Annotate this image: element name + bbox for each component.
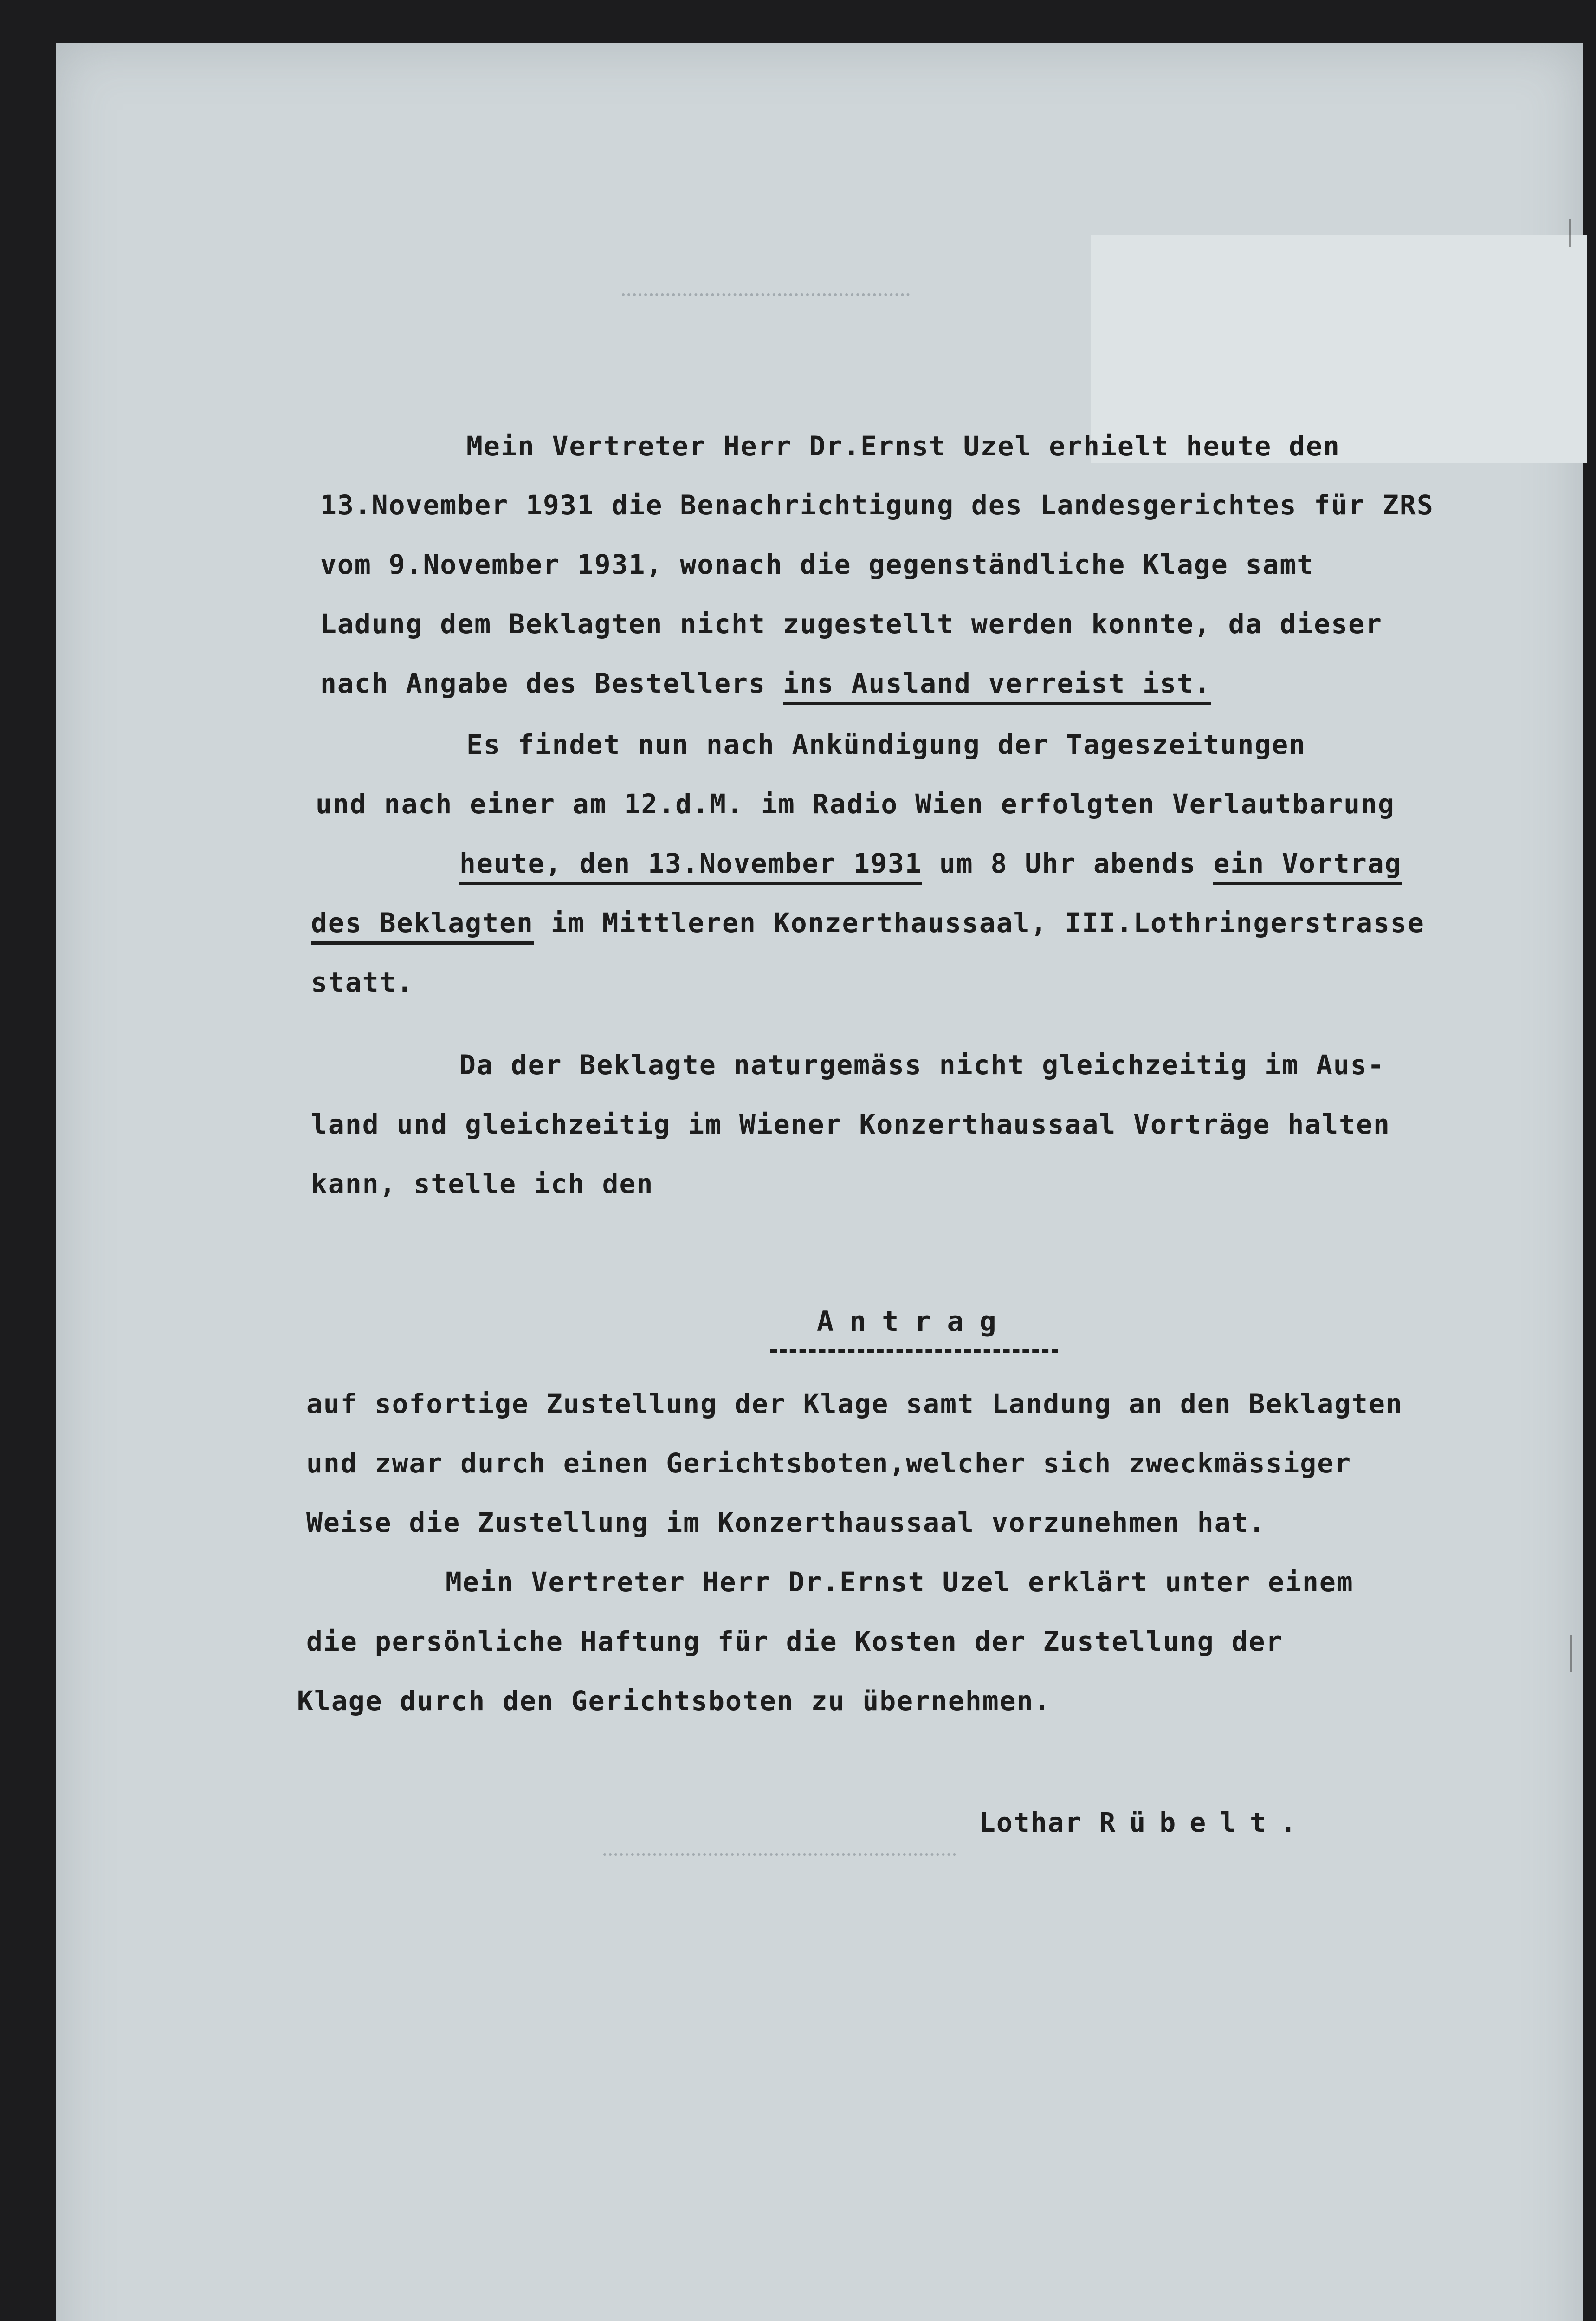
text-run: um 8 Uhr abends: [922, 848, 1214, 879]
text-run: im Mittleren Konzerthaussaal, III.Lothringerstrasse: [533, 907, 1425, 939]
text-line: vom 9.November 1931, wonach die gegenständliche Klage samt: [320, 549, 1314, 580]
text-line: kann, stelle ich den: [311, 1168, 654, 1199]
signature-last: Rübelt.: [1099, 1807, 1310, 1838]
underlined-phrase: heute, den 13.November 1931: [459, 848, 922, 885]
heading-antrag: Antrag: [817, 1305, 1012, 1338]
text-line: land und gleichzeitig im Wiener Konzerthaussaal Vorträge halten: [311, 1109, 1390, 1140]
signature-first: Lothar: [979, 1807, 1082, 1838]
text-line: Mein Vertreter Herr Dr.Ernst Uzel erklärt unter einem: [446, 1566, 1354, 1598]
underlined-phrase: ein Vortrag: [1213, 848, 1402, 885]
heading-rule: [770, 1349, 1058, 1353]
paper-patch: [1091, 235, 1587, 463]
edge-mark: [1569, 219, 1571, 247]
text-line: Weise die Zustellung im Konzerthaussaal vorzunehmen hat.: [306, 1507, 1266, 1538]
text-line: auf sofortige Zustellung der Klage samt Landung an den Beklagten: [306, 1388, 1403, 1420]
text-run: nach Angabe des Bestellers: [320, 668, 783, 699]
text-line: Mein Vertreter Herr Dr.Ernst Uzel erhielt heute den: [466, 430, 1340, 462]
show-through-rule-2: [603, 1853, 956, 1856]
text-line: [320, 668, 1211, 699]
text-line: 13.November 1931 die Benachrichtigung des Landesgerichtes für ZRS: [320, 489, 1434, 521]
show-through-rule: [622, 293, 910, 296]
edge-mark: [1570, 1635, 1572, 1672]
text-line: statt.: [311, 966, 414, 998]
text-line: Es findet nun nach Ankündigung der Tageszeitungen: [466, 729, 1306, 760]
text-line: [459, 848, 1402, 879]
text-line: und nach einer am 12.d.M. im Radio Wien erfolgten Verlautbarung: [316, 788, 1395, 820]
underlined-phrase: des Beklagten: [311, 907, 534, 945]
text-line: Da der Beklagte naturgemäss nicht gleichzeitig im Aus-: [459, 1049, 1385, 1081]
text-line: und zwar durch einen Gerichtsboten,welcher sich zweckmässiger: [306, 1447, 1352, 1479]
text-line: [311, 907, 1425, 939]
text-line: Ladung dem Beklagten nicht zugestellt werden konnte, da dieser: [320, 608, 1383, 640]
document-page: [56, 43, 1583, 2321]
text-line: die persönliche Haftung für die Kosten der Zustellung der: [306, 1626, 1283, 1657]
underlined-phrase: ins Ausland verreist ist.: [783, 668, 1211, 705]
text-line: Klage durch den Gerichtsboten zu übernehmen.: [297, 1685, 1051, 1717]
signature: [979, 1807, 1310, 1838]
